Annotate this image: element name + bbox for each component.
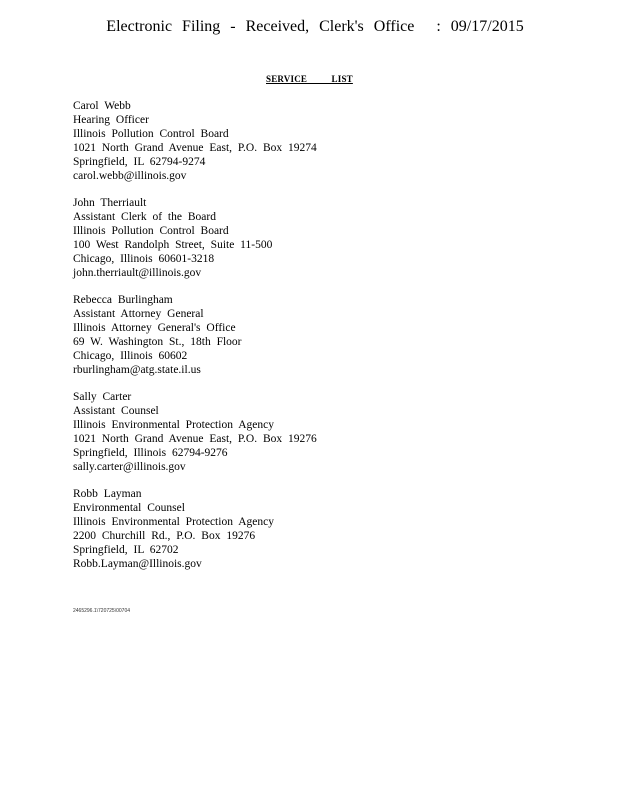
contact-title: Assistant Attorney General (73, 308, 204, 320)
service-entry (73, 293, 317, 377)
contact-name: Carol Webb (73, 100, 131, 112)
contact-organization: Illinois Attorney General's Office (73, 322, 236, 334)
contact-city: Chicago, Illinois 60602 (73, 350, 188, 362)
document-id: 2465296.1\720725\00704 (73, 608, 131, 614)
contact-email: sally.carter@illinois.gov (73, 461, 186, 473)
contact-email: Robb.Layman@Illinois.gov (73, 558, 202, 570)
contact-address: 1021 North Grand Avenue East, P.O. Box 19274 (73, 142, 317, 154)
contact-title: Assistant Counsel (73, 405, 159, 417)
contact-organization: Illinois Environmental Protection Agency (73, 516, 274, 528)
filing-header-text: Electronic Filing - Received, Clerk's Office (106, 18, 415, 35)
contact-city: Chicago, Illinois 60601-3218 (73, 253, 215, 265)
service-list (73, 99, 317, 584)
contact-address: 69 W. Washington St., 18th Floor (73, 336, 242, 348)
contact-email: rburlingham@atg.state.il.us (73, 364, 201, 376)
contact-email: john.therriault@illinois.gov (73, 267, 202, 279)
service-entry (73, 390, 317, 474)
contact-email: carol.webb@illinois.gov (73, 170, 187, 182)
contact-address: 100 West Randolph Street, Suite 11-500 (73, 239, 273, 251)
contact-city: Springfield, Illinois 62794-9276 (73, 447, 228, 459)
contact-title: Assistant Clerk of the Board (73, 211, 216, 223)
contact-organization: Illinois Environmental Protection Agency (73, 419, 274, 431)
contact-name: Robb Layman (73, 488, 142, 500)
contact-title: Hearing Officer (73, 114, 149, 126)
contact-title: Environmental Counsel (73, 502, 185, 514)
contact-city: Springfield, IL 62702 (73, 544, 179, 556)
contact-city: Springfield, IL 62794-9274 (73, 156, 206, 168)
filing-header (0, 16, 618, 38)
contact-name: Rebecca Burlingham (73, 294, 173, 306)
contact-organization: Illinois Pollution Control Board (73, 225, 229, 237)
filing-header-date: : 09/17/2015 (436, 18, 524, 35)
contact-name: Sally Carter (73, 391, 132, 403)
contact-address: 1021 North Grand Avenue East, P.O. Box 19276 (73, 433, 317, 445)
contact-address: 2200 Churchill Rd., P.O. Box 19276 (73, 530, 256, 542)
service-entry (73, 196, 317, 280)
page-title: SERVICE LIST (266, 74, 353, 84)
contact-organization: Illinois Pollution Control Board (73, 128, 229, 140)
service-entry (73, 99, 317, 183)
service-entry (73, 487, 317, 571)
contact-name: John Therriault (73, 197, 147, 209)
